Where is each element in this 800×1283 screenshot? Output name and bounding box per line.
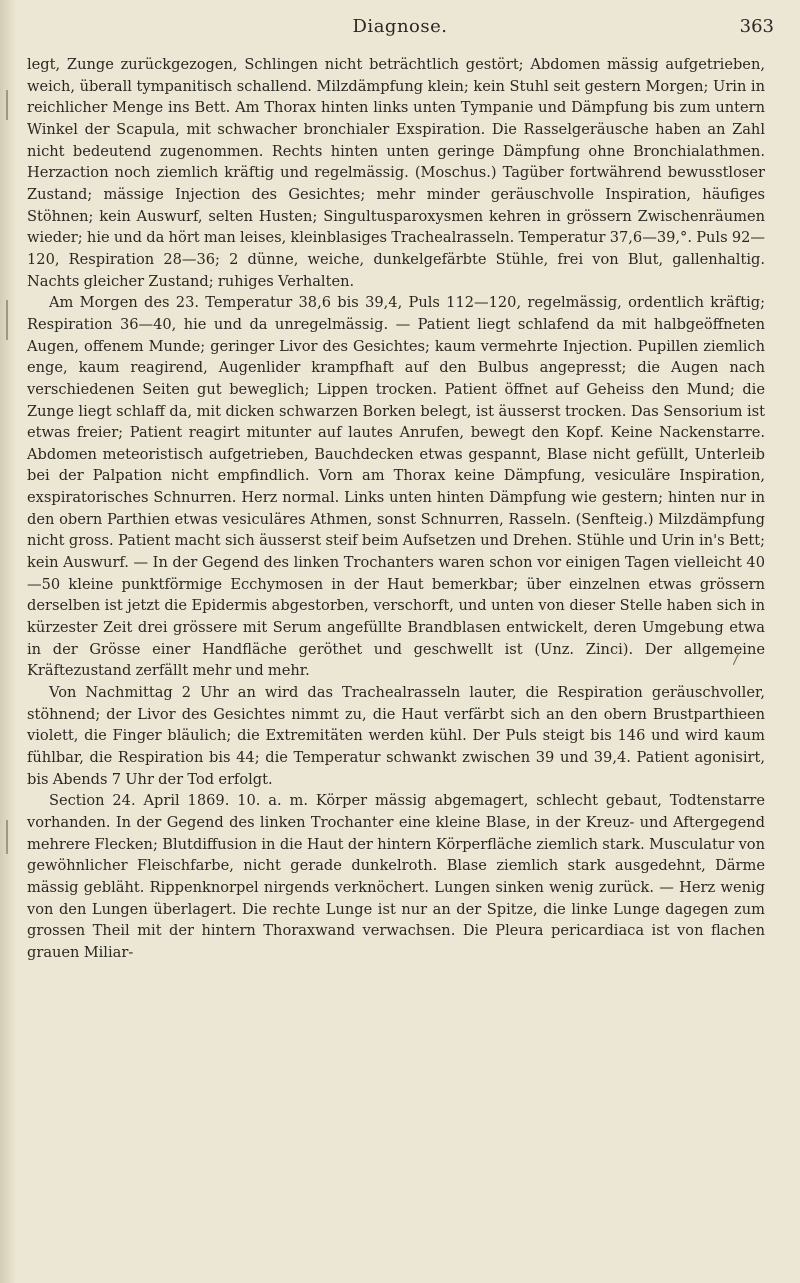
running-head: Diagnose.: [352, 16, 448, 37]
page-header: [0, 16, 800, 44]
paragraph: legt, Zunge zurückgezogen, Schlingen nicht beträchtlich gestört; Abdomen mässig aufgetrieben, weich, überall tympanitisch schallend. Milzdämpfung klein; kein Stuhl seit gestern Morgen; Urin in reichlicher Menge ins Bett. Am Thorax hinten links unten Tympanie und Dämpfung bis zum untern Winkel der Scapula, mit schwacher bronchialer Exspiration. Die Rasselgeräusche haben an Zahl nicht bedeutend zugenommen. Rechts hinten unten geringe Dämpfung ohne Bronchialathmen. Herzaction noch ziemlich kräftig und regelmässig. (Moschus.) Tagüber fortwährend bewusstloser Zustand; mässige Injection des Gesichtes; mehr minder geräuschvolle Inspiration, häufiges Stöhnen; kein Auswurf, selten Husten; Singultusparoxysmen kehren in grössern Zwischenräumen wieder; hie und da hört man leises, kleinblasiges Trachealrasseln. Temperatur 37,6—39,°. Puls 92—120, Respiration 28—36; 2 dünne, weiche, dunkelgefärbte Stühle, frei von Blut, gallenhaltig. Nachts gleicher Zustand; ruhiges Verhalten.: [27, 56, 765, 290]
paragraph: Section 24. April 1869. 10. a. m. Körper mässig abgemagert, schlecht gebaut, Todtenstarre vorhanden. In der Gegend des linken Trochanter eine kleine Blase, in der Kreuz- und Aftergegend mehrere Flecken; Blutdiffusion in die Haut der hintern Körperfläche ziemlich stark. Musculatur von gewöhnlicher Fleischfarbe, nicht gerade dunkelroth. Blase ziemlich stark ausgedehnt, Därme mässig gebläht. Rippenknorpel nirgends verknöchert. Lungen sinken wenig zurück. — Herz wenig von den Lungen überlagert. Die rechte Lunge ist nur an der Spitze, die linke Lunge dagegen zum grossen Theil mit der hintern Thoraxwand verwachsen. Die Pleura pericardiaca ist von flachen grauen Miliar-: [27, 792, 765, 961]
body-text: [27, 54, 765, 964]
paragraph: Am Morgen des 23. Temperatur 38,6 bis 39,4, Puls 112—120, regelmässig, ordentlich kräftig; Respiration 36—40, hie und da unregelmässig. — Patient liegt schlafend da mit halbgeöffneten Augen, offenem Munde; geringer Livor des Gesichtes; kaum vermehrte Injection. Pupillen ziemlich enge, kaum reagirend, Augenlider krampfhaft auf den Bulbus angepresst; die Augen nach verschiedenen Seiten gut beweglich; Lippen trocken. Patient öffnet auf Geheiss den Mund; die Zunge liegt schlaff da, mit dicken schwarzen Borken belegt, ist äusserst trocken. Das Sensorium ist etwas freier; Patient reagirt mitunter auf lautes Anrufen, bewegt den Kopf. Keine Nackenstarre. Abdomen meteoristisch aufgetrieben, Bauchdecken etwas gespannt, Blase nicht gefüllt, Unterleib bei der Palpation nicht empfindlich. Vorn am Thorax keine Dämpfung, vesiculäre Inspiration, exspiratorisches Schnurren. Herz normal. Links unten hinten Dämpfung wie gestern; hinten nur in den obern Parthien etwas vesiculäres Athmen, sonst Schnurren, Rasseln. (Senfteig.) Milzdämpfung nicht gross. Patient macht sich äusserst steif beim Aufsetzen und Drehen. Stühle und Urin in's Bett; kein Auswurf. — In der Gegend des linken Trochanters waren schon vor einigen Tagen vielleicht 40—50 kleine punktförmige Ecchymosen in der Haut bemerkbar; über einzelnen etwas grössern derselben ist jetzt die Epidermis abgestorben, verschorft, und unten von dieser Stelle haben sich in kürzester Zeit drei grössere mit Serum angefüllte Brandblasen entwickelt, deren Umgebung etwa in der Grösse einer Handfläche geröthet und geschwellt ist (Unz. Zinci). Der allgemeine Kräftezustand zerfällt mehr und mehr.: [27, 294, 765, 680]
paragraph: Von Nachmittag 2 Uhr an wird das Trachealrasseln lauter, die Respiration geräuschvoller, stöhnend; der Livor des Gesichtes nimmt zu, die Haut verfärbt sich an den obern Brustparthieen violett, die Finger bläulich; die Extremitäten werden kühl. Der Puls steigt bis 146 und wird kaum fühlbar, die Respiration bis 44; die Temperatur schwankt zwischen 39 und 39,4. Patient agonisirt, bis Abends 7 Uhr der Tod erfolgt.: [27, 684, 765, 788]
margin-mark: [6, 90, 8, 120]
page-spine-shadow: [0, 0, 16, 1283]
margin-mark: [6, 300, 8, 340]
page-number: 363: [739, 16, 774, 37]
margin-mark: [6, 820, 8, 854]
